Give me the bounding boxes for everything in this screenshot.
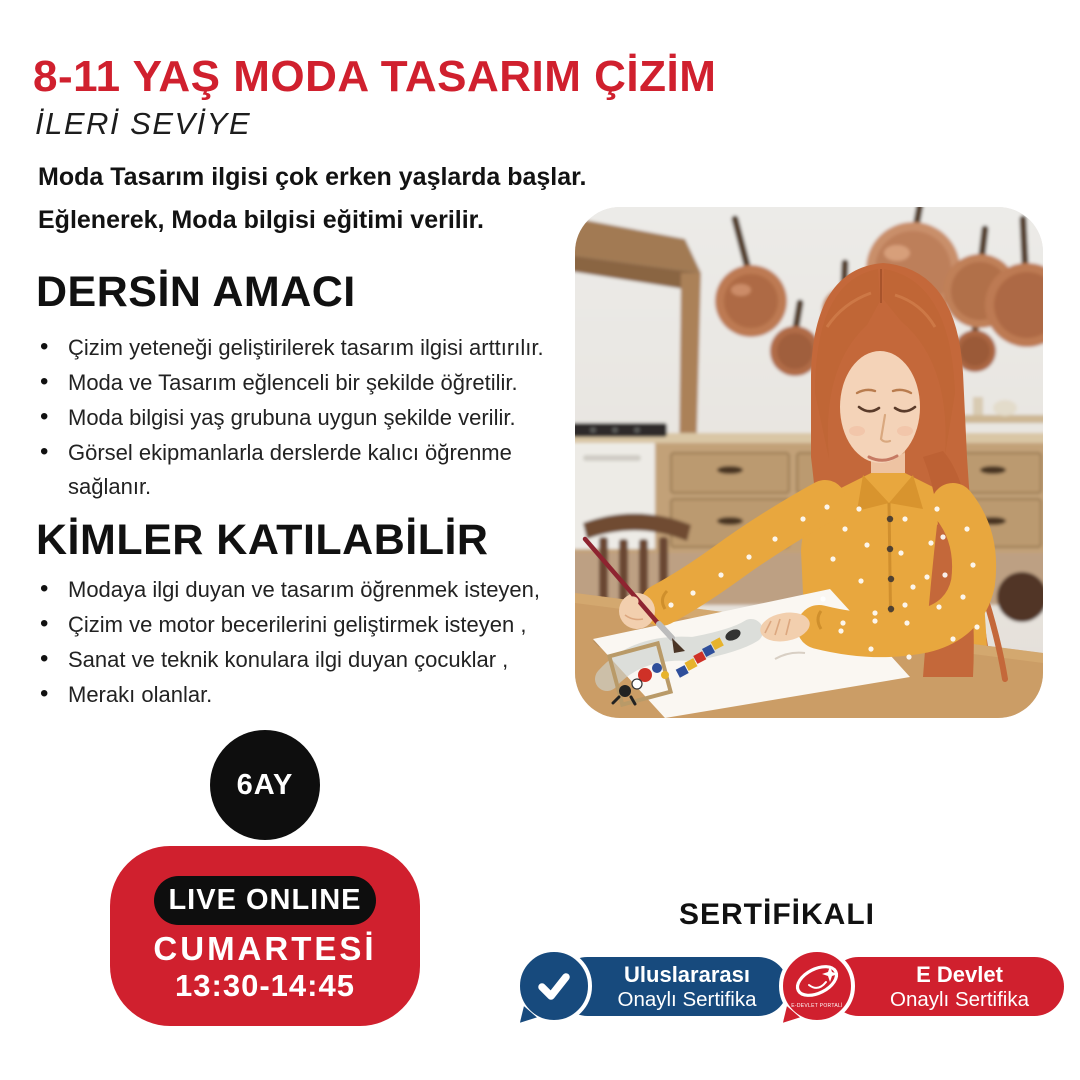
list-item: • Çizim ve motor becerilerini geliştirmek isteyen , [38,608,593,642]
list-item: • Çizim yeteneği geliştirilerek tasarım ilgisi arttırılır. [38,331,593,365]
schedule-time: 13:30-14:45 [175,968,355,1003]
kimler-katilabilir-list [38,573,593,713]
list-item: • Moda bilgisi yaş grubuna uygun şekilde verilir. [38,401,593,435]
e-devlet-certificate-badge [829,957,1064,1016]
international-certificate-badge-circle [516,948,592,1024]
duration-label: 6AY [236,768,294,801]
list-item: • Görsel ekipmanlarla derslerde kalıcı öğrenme sağlanır. [38,436,593,504]
page-subtitle: İLERİ SEVİYE [35,106,252,141]
course-photo [575,207,1043,718]
checkmark-icon [532,964,576,1008]
certificates-heading: SERTİFİKALI [679,898,875,931]
schedule-box [110,846,420,1026]
intro-line-2: Eğlenerek, Moda bilgisi eğitimi verilir. [38,206,484,234]
badge-line-1: Uluslararası [624,961,750,987]
section-heading-dersin-amaci: DERSİN AMACI [36,268,356,316]
section-heading-kimler-katilabilir: KİMLER KATILABİLİR [36,516,489,564]
schedule-day: CUMARTESİ [153,930,377,967]
speech-bubble-tail [520,1006,539,1025]
badge-line-1: E Devlet [916,961,1003,987]
page-title: 8-11 YAŞ MODA TASARIM ÇİZİM [33,52,717,101]
duration-badge [210,730,320,840]
list-item: • Sanat ve teknik konulara ilgi duyan çocuklar , [38,643,593,677]
intro-line-1: Moda Tasarım ilgisi çok erken yaşlarda başlar. [38,163,587,191]
dersin-amaci-list [38,331,593,505]
e-devlet-certificate-badge-circle [779,948,855,1024]
badge-line-2: Onaylı Sertifika [617,987,757,1011]
kitchen-painting-scene [575,207,1043,718]
e-devlet-logo [783,952,851,1020]
list-item: • Merakı olanlar. [38,678,593,712]
live-online-pill: LIVE ONLINE [154,876,376,925]
list-item: • Moda ve Tasarım eğlenceli bir şekilde öğretilir. [38,366,593,400]
list-item: • Modaya ilgi duyan ve tasarım öğrenmek isteyen, [38,573,593,607]
e-devlet-small-text: E-DEVLET PORTALİ [791,1003,843,1009]
international-certificate-badge [558,957,788,1016]
badge-line-2: Onaylı Sertifika [890,987,1029,1011]
intro-text [38,156,598,242]
